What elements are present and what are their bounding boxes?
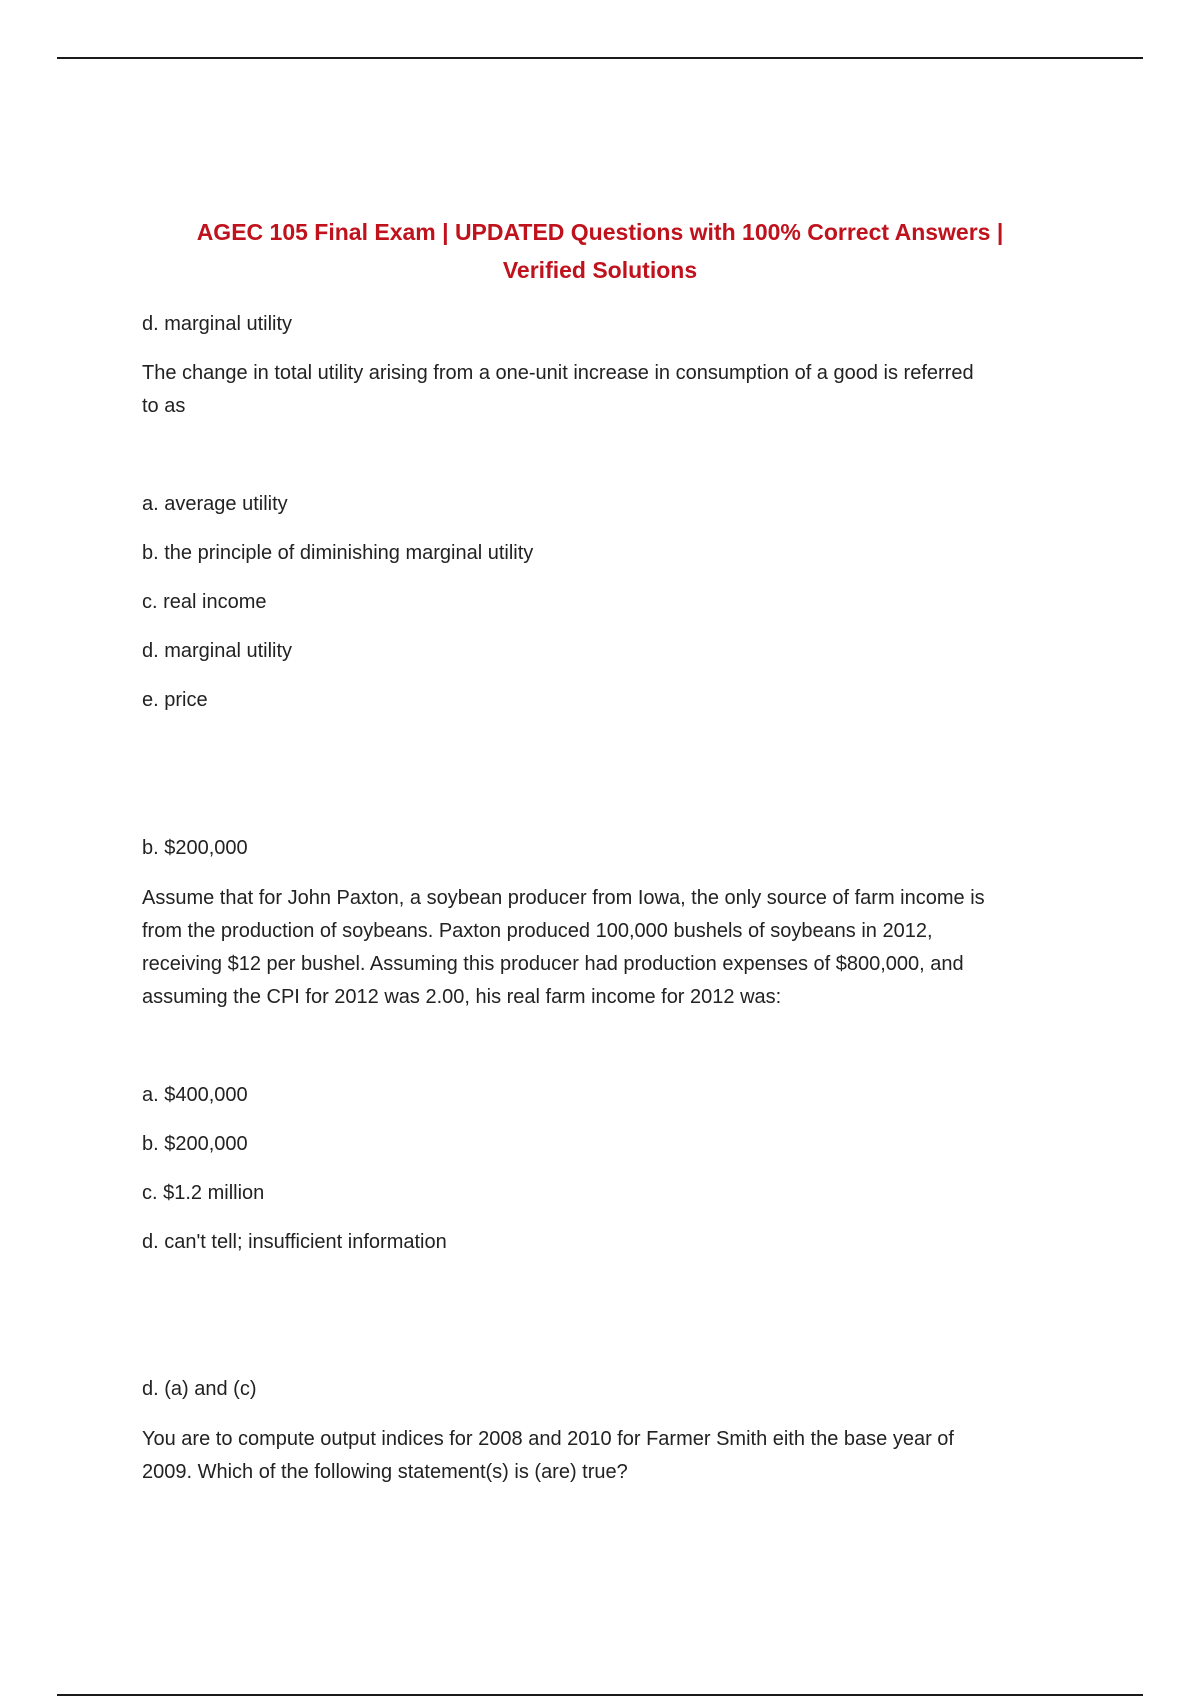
- question-1: [142, 357, 1062, 423]
- question-3-line: You are to compute output indices for 2008 and 2010 for Farmer Smith eith the base year of: [142, 1428, 954, 1450]
- option-1d: d. marginal utility: [142, 640, 293, 662]
- answer-2: b. $200,000: [142, 837, 248, 859]
- question-3-line: 2009. Which of the following statement(s) is (are) true?: [142, 1461, 628, 1483]
- question-2-line: from the production of soybeans. Paxton produced 100,000 bushels of soybeans in 2012,: [142, 920, 933, 942]
- question-2: [142, 882, 1062, 1014]
- option-2c: c. $1.2 million: [142, 1182, 265, 1204]
- question-1-line: to as: [142, 395, 186, 417]
- title-line-2: Verified Solutions: [502, 257, 698, 283]
- option-2d: d. can't tell; insufficient information: [142, 1231, 447, 1253]
- option-2b: b. $200,000: [142, 1133, 248, 1155]
- document-title: [140, 213, 1060, 289]
- answer-1: d. marginal utility: [142, 313, 293, 335]
- question-1-line: The change in total utility arising from a one-unit increase in consumption of a good is referred: [142, 362, 974, 384]
- question-3: [142, 1423, 1062, 1489]
- answer-3: d. (a) and (c): [142, 1378, 257, 1400]
- option-2a: a. $400,000: [142, 1084, 248, 1106]
- top-rule: [57, 57, 1143, 59]
- question-2-line: Assume that for John Paxton, a soybean producer from Iowa, the only source of farm income is: [142, 887, 985, 909]
- question-2-line: receiving $12 per bushel. Assuming this producer had production expenses of $800,000, and: [142, 953, 964, 975]
- option-1e: e. price: [142, 689, 208, 711]
- title-line-1: AGEC 105 Final Exam | UPDATED Questions with 100% Correct Answers |: [196, 219, 1004, 245]
- question-2-line: assuming the CPI for 2012 was 2.00, his real farm income for 2012 was:: [142, 986, 782, 1008]
- bottom-rule: [57, 1694, 1143, 1696]
- option-1b: b. the principle of diminishing marginal utility: [142, 542, 534, 564]
- option-1c: c. real income: [142, 591, 267, 613]
- option-1a: a. average utility: [142, 493, 288, 515]
